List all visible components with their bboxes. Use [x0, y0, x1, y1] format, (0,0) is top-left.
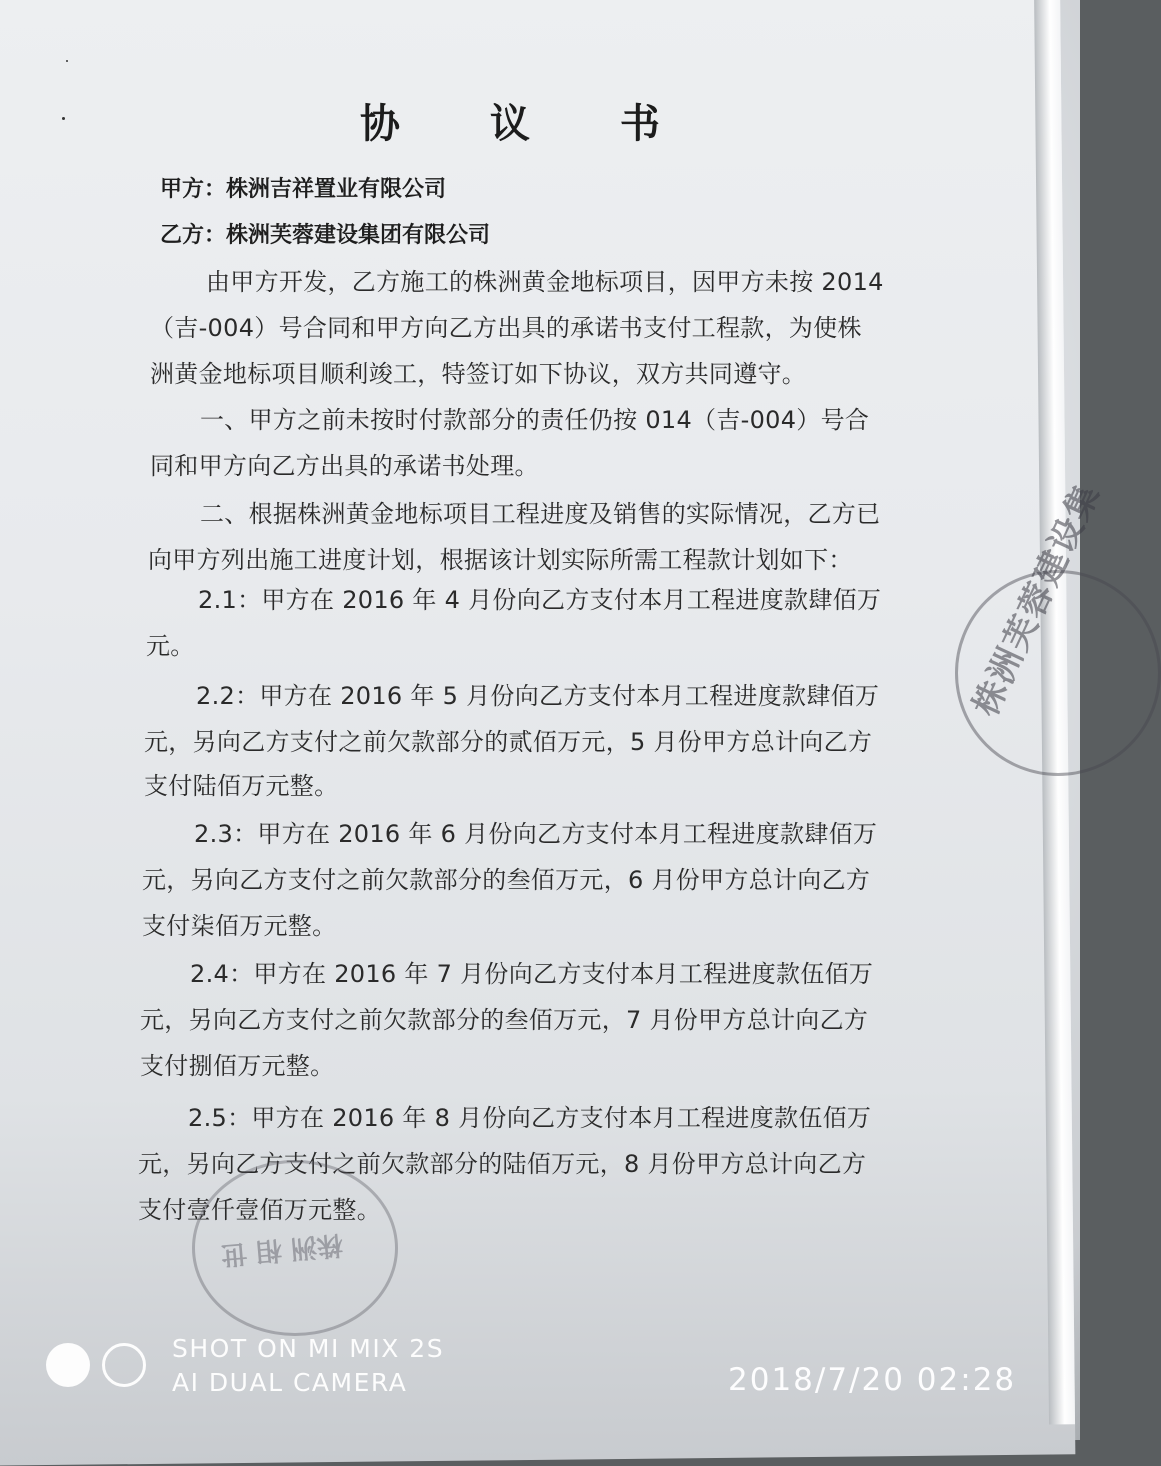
clause-2-line: 向甲方列出施工进度计划，根据该计划实际所需工程款计划如下： — [148, 546, 853, 574]
company-seal-stamp — [955, 477, 1161, 776]
document-title: 协 议 书 — [360, 101, 698, 147]
clause-1-line: 同和甲方向乙方出具的承诺书处理。 — [150, 452, 539, 480]
clause-2-4-line: 元，另向乙方支付之前欠款部分的叁佰万元，7 月份甲方总计向乙方 — [140, 1006, 869, 1034]
clause-2-3-line: 2.3：甲方在 2016 年 6 月份向乙方支付本月工程进度款肆佰万 — [194, 820, 878, 848]
body-line: （吉-004）号合同和甲方向乙方出具的承诺书支付工程款，为使株 — [150, 314, 862, 342]
clause-2-3-line: 元，另向乙方支付之前欠款部分的叁佰万元，6 月份甲方总计向乙方 — [142, 866, 871, 894]
seal-text: 株洲 相 世 — [219, 1228, 344, 1270]
body-line: 由甲方开发，乙方施工的株洲黄金地标项目，因甲方未按 2014 — [206, 268, 884, 296]
body-line: 洲黄金地标项目顺利竣工，特签订如下协议，双方共同遵守。 — [150, 360, 807, 388]
clause-2-line: 二、根据株洲黄金地标项目工程进度及销售的实际情况，乙方已 — [200, 500, 881, 528]
clause-2-2-line: 元，另向乙方支付之前欠款部分的贰佰万元，5 月份甲方总计向乙方 — [144, 728, 873, 756]
clause-2-2-line: 2.2：甲方在 2016 年 5 月份向乙方支付本月工程进度款肆佰万 — [196, 682, 880, 710]
seal-text: 株洲芙蓉建设集 — [965, 477, 1109, 723]
capture-datetime: 2018/7/20 02:28 — [728, 1362, 1017, 1398]
clause-2-5-line: 元，另向乙方支付之前欠款部分的陆佰万元，8 月份甲方总计向乙方 — [138, 1150, 867, 1178]
clause-2-4-line: 2.4：甲方在 2016 年 7 月份向乙方支付本月工程进度款伍佰万 — [190, 960, 874, 988]
camera-type-text: AI DUAL CAMERA — [172, 1368, 408, 1397]
clause-2-1-line: 元。 — [146, 632, 195, 660]
device-model-text: SHOT ON MI MIX 2S — [172, 1334, 445, 1363]
party-b: 乙方：株洲芙蓉建设集团有限公司 — [160, 223, 491, 248]
clause-2-5-line: 支付壹仟壹佰万元整。 — [138, 1196, 381, 1224]
clause-2-4-line: 支付捌佰万元整。 — [140, 1052, 335, 1080]
clause-2-3-line: 支付柒佰万元整。 — [142, 912, 337, 940]
clause-1-line: 一、甲方之前未按时付款部分的责任仍按 014（吉-004）号合 — [200, 406, 870, 434]
clause-2-2-line: 支付陆佰万元整。 — [144, 772, 339, 800]
party-a-seal-stamp — [192, 1160, 398, 1336]
clause-2-1-line: 2.1：甲方在 2016 年 4 月份向乙方支付本月工程进度款肆佰万 — [198, 586, 882, 614]
party-a: 甲方：株洲吉祥置业有限公司 — [160, 177, 447, 202]
clause-2-5-line: 2.5：甲方在 2016 年 8 月份向乙方支付本月工程进度款伍佰万 — [188, 1104, 872, 1132]
